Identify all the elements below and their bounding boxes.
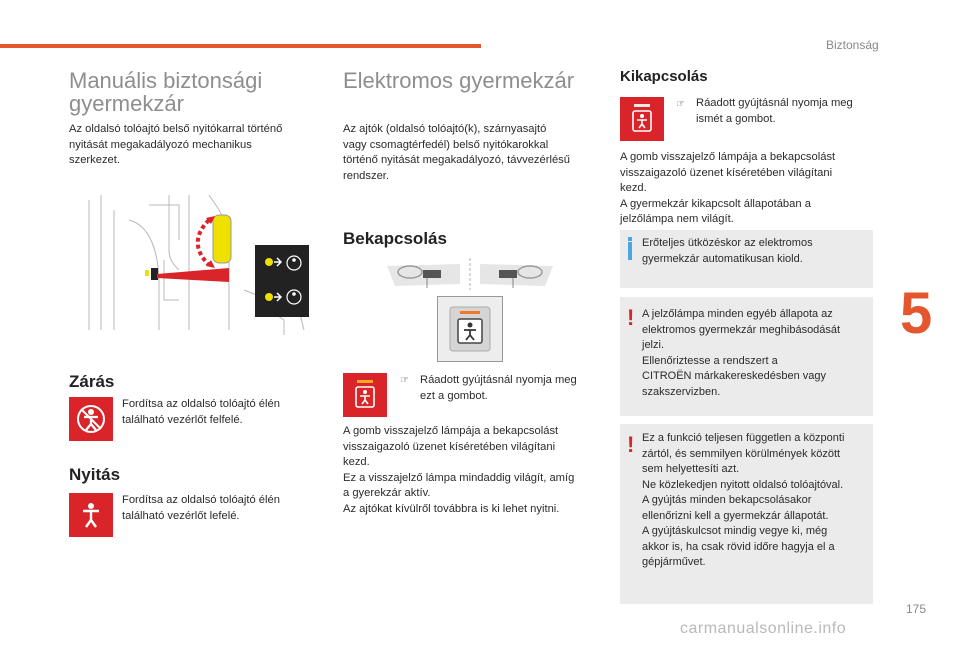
lever-zoom <box>213 215 231 263</box>
opening-text-line: található vezérlőt lefelé. <box>122 509 240 522</box>
locking-text-line: Fordítsa az oldalsó tolóajtó élén <box>122 398 280 410</box>
locking-heading: Zárás <box>69 372 115 391</box>
warning-line: zártól, és semmilyen körülmények között <box>642 447 841 460</box>
activation-text-line: visszaigazoló üzenet kíséretében világítani <box>343 440 556 453</box>
intro-line: vagy csomagtérfedél) belső nyitókarokkal <box>343 138 549 151</box>
intro-line: szerkezet. <box>69 154 120 166</box>
pointer-arrow <box>157 268 229 282</box>
manual-lock-title-line1: Manuális biztonsági <box>69 68 263 93</box>
deactivation-text-line: kezd. <box>620 182 647 194</box>
watermark: carmanualsonline.info <box>680 620 847 637</box>
manual-lock-title <box>69 69 262 115</box>
manual-lock-intro <box>69 122 319 169</box>
deactivation-text-line: jelzőlámpa nem világít. <box>620 213 734 225</box>
bullet-arrow-icon: ☞ <box>400 375 409 386</box>
warning-line: CITROËN márkakereskedésben vagy <box>642 370 827 382</box>
warning-line: Ellenőriztesse a rendszert a <box>642 354 778 367</box>
locking-text <box>122 397 312 428</box>
deactivation-text <box>620 150 880 228</box>
warning-note-1-text <box>642 307 870 400</box>
child-unlock-icon <box>69 493 113 537</box>
activation-text <box>343 424 608 517</box>
warning-line: elektromos gyermekzár meghibásodását <box>642 323 841 336</box>
intro-line: nyitását megakadályozó mechanikus <box>69 138 252 151</box>
warning-line: akkor is, ha csak rövid időre hagyja el a <box>642 540 835 553</box>
deactivation-text-line: visszaigazoló üzenet kíséretében világítani <box>620 166 833 179</box>
activation-bullet-line: ezt a gombot. <box>420 389 488 402</box>
deactivation-bullet-line: Ráadott gyújtásnál nyomja meg <box>696 97 853 109</box>
deactivation-text-line: A gyermekzár kikapcsolt állapotában a <box>620 197 811 210</box>
activation-text-line: a gyerekzár aktív. <box>343 487 431 499</box>
activation-text-line: Ez a visszajelző lámpa mindaddig világít, amíg <box>343 471 575 484</box>
deactivation-bullet-line: ismét a gombot. <box>696 112 776 125</box>
warning-note-2-text <box>642 431 870 571</box>
electric-lock-title: Elektromos gyermekzár <box>343 68 575 93</box>
door-mechanism-illustration <box>69 190 319 335</box>
info-note <box>620 230 873 288</box>
lock-panel <box>255 245 309 317</box>
activation-bullet-line: Ráadott gyújtásnál nyomja meg <box>420 374 577 386</box>
top-accent-bar <box>0 44 481 48</box>
warning-line: ellenőrizni kell a gyermekzár állapotát. <box>642 509 829 522</box>
warning-line: Ne közlekedjen nyitott oldalsó tolóajtóval. <box>642 478 844 491</box>
warning-icon: ! <box>627 305 635 330</box>
deactivation-heading: Kikapcsolás <box>620 68 708 85</box>
activation-bullet <box>420 373 600 404</box>
locking-text-line: található vezérlőt felfelé. <box>122 413 243 426</box>
warning-line: szakszervizben. <box>642 385 721 398</box>
warning-note-2 <box>620 424 873 604</box>
activation-text-line: Az ajtókat kívülről továbbra is ki lehet nyitni. <box>343 502 560 515</box>
warning-note-1 <box>620 297 873 416</box>
opening-text <box>122 493 312 524</box>
section-label: Biztonság <box>826 38 879 52</box>
child-lock-button-off-icon <box>620 97 664 141</box>
activation-heading: Bekapcsolás <box>343 229 447 248</box>
electric-lock-intro <box>343 122 603 184</box>
activation-text-line: A gomb visszajelző lámpája a bekapcsolást <box>343 425 559 437</box>
warning-line: jelzi. <box>642 339 665 351</box>
manual-lock-title-line2: gyermekzár <box>69 91 184 117</box>
warning-line: A jelzőlámpa minden egyéb állapota az <box>642 308 833 320</box>
intro-line: rendszer. <box>343 169 390 182</box>
child-lock-button-zoom <box>437 296 503 362</box>
info-note-line: Erőteljes ütközéskor az elektromos <box>642 237 813 249</box>
info-icon-bar <box>628 242 632 260</box>
intro-line: történő nyitását megakadályozó, távvezérlésű <box>343 154 570 166</box>
bullet-arrow-icon: ☞ <box>676 99 685 110</box>
info-note-line: gyermekzár automatikusan kiold. <box>642 252 803 265</box>
intro-line: Az ajtók (oldalsó tolóajtó(k), szárnyasajtó <box>343 123 547 135</box>
dashboard-illustration <box>385 258 555 290</box>
child-lock-icon <box>69 397 113 441</box>
warning-line: A gyújtás minden bekapcsolásakor <box>642 494 812 506</box>
warning-line: A gyújtáskulcsot mindig vegye ki, még <box>642 525 828 537</box>
warning-line: Ez a funkció teljesen független a központi <box>642 432 845 444</box>
child-lock-button-on-icon <box>343 373 387 417</box>
chapter-number: 5 <box>900 281 933 346</box>
page-number: 175 <box>906 602 927 616</box>
opening-text-line: Fordítsa az oldalsó tolóajtó élén <box>122 494 280 506</box>
info-note-text <box>642 236 867 267</box>
intro-line: Az oldalsó tolóajtó belső nyitókarral történő <box>69 123 283 135</box>
lock-lever <box>151 268 158 280</box>
deactivation-bullet <box>696 96 876 127</box>
warning-line: sem helyettesíti azt. <box>642 463 740 475</box>
warning-line: gépjárművet. <box>642 556 706 568</box>
warning-icon: ! <box>627 432 635 457</box>
activation-text-line: kezd. <box>343 456 370 468</box>
opening-heading: Nyitás <box>69 465 121 484</box>
deactivation-text-line: A gomb visszajelző lámpája a bekapcsolást <box>620 151 836 163</box>
info-icon <box>628 237 632 241</box>
